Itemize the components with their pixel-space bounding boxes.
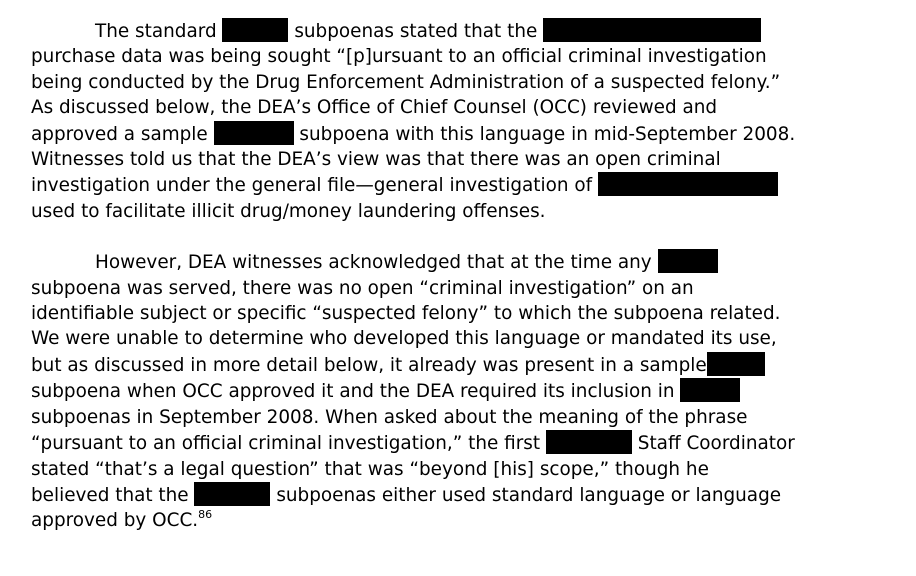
paragraph-2 [31, 249, 901, 533]
text-line: identifiable subject or specific “suspected felony” to which the subpoena related. [31, 303, 781, 325]
text-line: As discussed below, the DEA’s Office of Chief Counsel (OCC) reviewed and [31, 97, 718, 119]
redaction-box [658, 249, 718, 273]
redaction-box [598, 172, 778, 196]
redaction-box [680, 378, 740, 402]
redaction-box [546, 430, 632, 454]
text-line: We were unable to determine who developed this language or mandated its use, [31, 328, 777, 350]
text-line: used to facilitate illicit drug/money laundering offenses. [31, 200, 546, 222]
text-line: subpoenas in September 2008. When asked about the meaning of the phrase [31, 406, 748, 428]
document-page [31, 18, 901, 534]
text-line: “pursuant to an official criminal investigation,” the first Staff Coordinator [31, 430, 901, 456]
text-line: investigation under the general file—general investigation of [31, 172, 901, 198]
text-line: approved by OCC.$^{86}$ [31, 508, 213, 532]
text-line: believed that the subpoenas either used standard language or language [31, 482, 901, 508]
redaction-box [214, 121, 294, 145]
redaction-box [707, 352, 765, 376]
text-line: Witnesses told us that the DEA’s view was that there was an open criminal [31, 149, 721, 171]
redaction-box [194, 482, 270, 506]
text-line: being conducted by the Drug Enforcement Administration of a suspected felony.” [31, 71, 781, 93]
text-line: but as discussed in more detail below, it already was present in a sample [31, 352, 901, 378]
text-line: approved a sample subpoena with this language in mid-September 2008. [31, 121, 901, 147]
footnote-reference[interactable]: 86 [198, 508, 213, 522]
text-line: The standard subpoenas stated that the [31, 18, 901, 44]
text-line: subpoena was served, there was no open “criminal investigation” on an [31, 277, 694, 299]
text-line: purchase data was being sought “[p]ursuant to an official criminal investigation [31, 46, 767, 68]
text-line: stated “that’s a legal question” that was “beyond [his] scope,” though he [31, 458, 709, 480]
paragraph-1 [31, 18, 901, 224]
text-line: However, DEA witnesses acknowledged that at the time any [31, 249, 901, 275]
redaction-box [222, 18, 288, 42]
text-line: subpoena when OCC approved it and the DEA required its inclusion in [31, 378, 901, 404]
redaction-box [543, 18, 761, 42]
